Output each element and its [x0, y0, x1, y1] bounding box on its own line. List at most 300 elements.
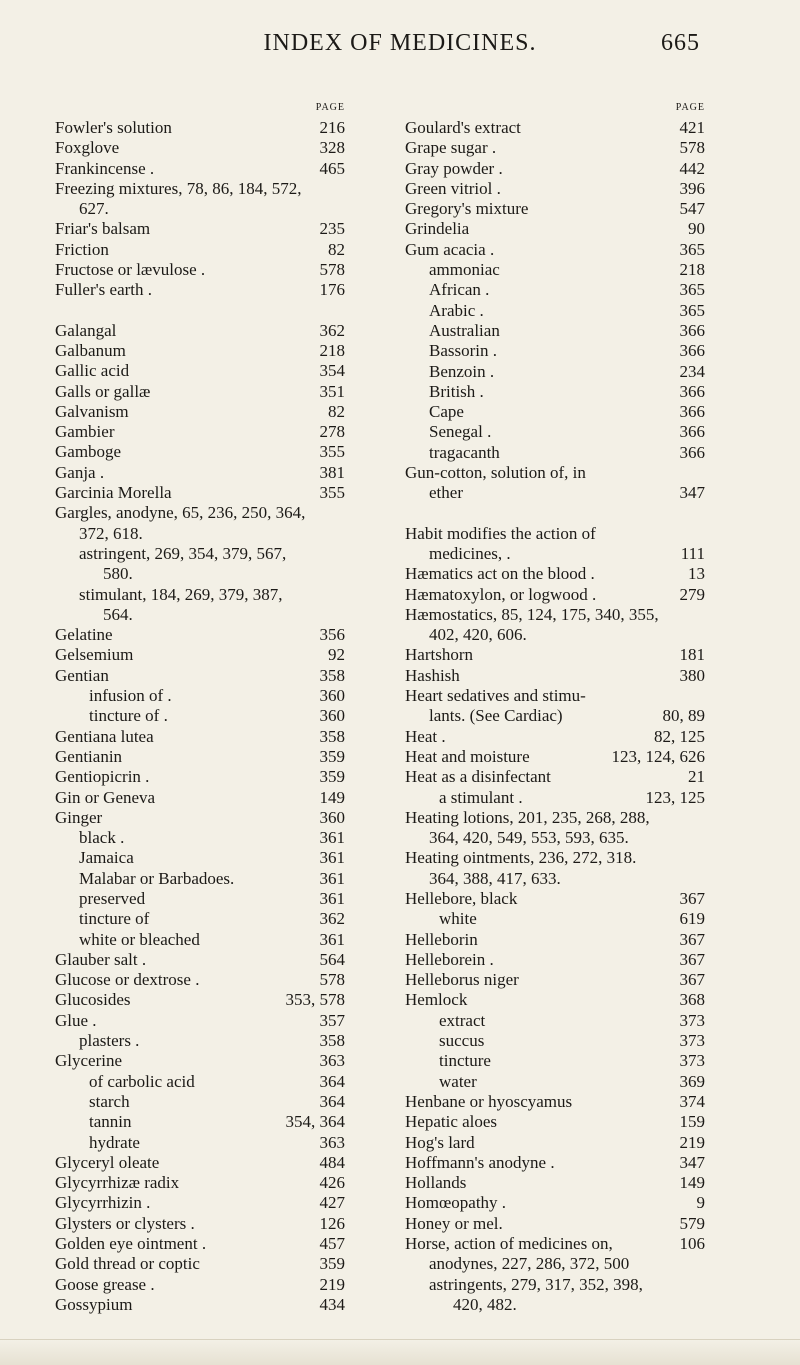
entry-term: hydrate [89, 1132, 140, 1152]
index-entry [405, 544, 705, 564]
entry-pages: 434 [319, 1294, 345, 1314]
entry-term: Gentiana lutea [55, 726, 154, 746]
entry-pages: 366 [679, 320, 705, 340]
entry-term: Galvanism [55, 401, 129, 421]
index-entry [55, 1133, 345, 1153]
entry-pages: 353, 578 [285, 990, 345, 1010]
index-entry [55, 442, 345, 462]
index-entry [405, 645, 705, 665]
entry-pages: 358 [319, 726, 345, 746]
entry-pages: 421 [679, 118, 705, 137]
index-entry [405, 1193, 705, 1213]
entry-term: Heating lotions, 201, 235, 268, 288, [405, 807, 650, 827]
page-title: INDEX OF MEDICINES. [263, 30, 537, 56]
entry-pages: 373 [679, 1010, 705, 1030]
entry-pages: 159 [679, 1112, 705, 1132]
index-entry [405, 1153, 705, 1173]
entry-term: Glue . [55, 1010, 97, 1030]
entry-continuation: 627. [79, 199, 109, 219]
index-entry [55, 483, 345, 503]
entry-term: astringents, 279, 317, 352, 398, [429, 1274, 643, 1294]
section-gap [405, 504, 705, 524]
entry-term: Gargles, anodyne, 65, 236, 250, 364, [55, 503, 306, 523]
index-entry [405, 930, 705, 950]
entry-term: plasters . [79, 1031, 140, 1051]
entry-pages: 219 [679, 1132, 705, 1152]
entry-pages: 149 [319, 787, 345, 807]
entry-pages: 354 [319, 361, 345, 381]
index-entry [405, 686, 705, 706]
entry-term: Gum acacia . [405, 239, 495, 259]
entry-pages: 374 [679, 1091, 705, 1111]
entry-pages: 367 [679, 888, 705, 908]
index-entry [405, 524, 705, 544]
index-entry [405, 301, 705, 321]
index-entry [55, 382, 345, 402]
entry-term: Gun-cotton, solution of, in [405, 463, 586, 483]
entry-term: a stimulant . [439, 787, 523, 807]
index-entry [55, 280, 345, 300]
entry-term: white or bleached [79, 929, 200, 949]
entry-term: Hartshorn [405, 645, 473, 665]
index-entry [55, 1092, 345, 1112]
entry-continuation: 402, 420, 606. [429, 625, 527, 645]
entry-pages: 234 [679, 361, 705, 381]
entry-pages: 356 [319, 625, 345, 645]
entry-pages: 80, 89 [662, 706, 705, 726]
entry-pages: 123, 124, 626 [611, 746, 705, 766]
index-entry [55, 159, 345, 179]
entry-term: Foxglove [55, 138, 120, 158]
index-entry [55, 625, 345, 645]
entry-pages: 359 [319, 746, 345, 766]
entry-pages: 367 [679, 949, 705, 969]
index-entry [55, 808, 345, 828]
entry-term: Senegal . [429, 422, 492, 442]
entry-term: tincture [439, 1051, 491, 1071]
entry-term: Friar's balsam [55, 219, 151, 239]
index-entry [55, 970, 345, 990]
entry-pages: 355 [319, 483, 345, 503]
entry-pages: 359 [319, 1254, 345, 1274]
index-entry [405, 808, 705, 849]
entry-pages: 360 [319, 807, 345, 827]
entry-term: Hemlock [405, 990, 468, 1010]
entry-term: Cape [429, 402, 464, 422]
entry-term: Gambier [55, 422, 115, 442]
page-number: 665 [661, 30, 700, 56]
index-entry [55, 1234, 345, 1254]
index-entry [405, 706, 705, 726]
index-entry [405, 199, 705, 219]
entry-term: Glauber salt . [55, 949, 147, 969]
entry-pages: 361 [319, 888, 345, 908]
entry-term: Garcinia Morella [55, 483, 172, 503]
entry-pages: 92 [328, 645, 345, 665]
entry-term: Heat as a disinfectant [405, 767, 551, 787]
entry-pages: 347 [679, 483, 705, 503]
index-entry [55, 1031, 345, 1051]
entry-term: Helleborin [405, 929, 478, 949]
index-entry [55, 544, 345, 585]
entry-pages: 396 [679, 178, 705, 198]
index-entry [55, 1072, 345, 1092]
entry-continuation: 364, 388, 417, 633. [429, 868, 561, 888]
entry-term: Hollands [405, 1173, 467, 1193]
entry-pages: 427 [319, 1193, 345, 1213]
entry-term: medicines, . [429, 543, 511, 563]
page-header [0, 30, 800, 80]
entry-pages: 278 [319, 422, 345, 442]
index-entry [55, 1193, 345, 1213]
index-entry [55, 1011, 345, 1031]
entry-pages: 368 [679, 990, 705, 1010]
right-entries [405, 118, 705, 1315]
entry-term: Benzoin . [429, 361, 495, 381]
entry-term: Gentian [55, 665, 109, 685]
entry-term: starch [89, 1091, 130, 1111]
entry-term: Henbane or hyoscyamus [405, 1091, 573, 1111]
entry-pages: 365 [679, 280, 705, 300]
index-entry [405, 1214, 705, 1234]
entry-term: Golden eye ointment . [55, 1234, 207, 1254]
index-entry [55, 503, 345, 544]
entry-pages: 366 [679, 381, 705, 401]
entry-term: Galbanum [55, 340, 126, 360]
index-entry [55, 767, 345, 787]
entry-term: Fructose or lævulose . [55, 260, 206, 280]
entry-term: water [439, 1071, 477, 1091]
entry-term: of carbolic acid [89, 1071, 195, 1091]
entry-term: Gelatine [55, 625, 113, 645]
entry-term: Freezing mixtures, 78, 86, 184, 572, [55, 178, 302, 198]
left-column [55, 98, 345, 1315]
entry-pages: 235 [319, 219, 345, 239]
entry-term: Hog's lard [405, 1132, 475, 1152]
index-entry [55, 788, 345, 808]
entry-pages: 218 [679, 260, 705, 280]
entry-term: Heat . [405, 726, 446, 746]
entry-term: Gold thread or coptic [55, 1254, 200, 1274]
index-entry [405, 422, 705, 442]
index-entry [405, 1173, 705, 1193]
entry-pages: 218 [319, 340, 345, 360]
entry-term: Goulard's extract [405, 118, 521, 137]
entry-term: Glycerine [55, 1051, 123, 1071]
entry-pages: 426 [319, 1173, 345, 1193]
index-entry [55, 1254, 345, 1274]
index-entry [405, 280, 705, 300]
entry-pages: 366 [679, 402, 705, 422]
index-entry [405, 889, 705, 909]
entry-pages: 547 [679, 199, 705, 219]
index-entry [405, 362, 705, 382]
entry-pages: 149 [679, 1173, 705, 1193]
entry-term: African . [429, 280, 490, 300]
index-entry [55, 1295, 345, 1315]
entry-pages: 176 [319, 280, 345, 300]
index-entry [405, 179, 705, 199]
entry-pages: 358 [319, 665, 345, 685]
index-entry [405, 585, 705, 605]
entry-term: Homœopathy . [405, 1193, 507, 1213]
entry-term: Grape sugar . [405, 138, 497, 158]
index-entry [55, 666, 345, 686]
entry-pages: 364 [319, 1071, 345, 1091]
entry-pages: 181 [679, 645, 705, 665]
entry-pages: 381 [319, 462, 345, 482]
entry-pages: 219 [319, 1274, 345, 1294]
index-entry [55, 747, 345, 767]
index-entry [405, 1254, 705, 1274]
index-entry [55, 1112, 345, 1132]
index-entry [405, 1092, 705, 1112]
entry-pages: 578 [319, 970, 345, 990]
entry-term: Heat and moisture [405, 746, 530, 766]
index-entry [55, 848, 345, 868]
entry-term: Glycyrrhizæ radix [55, 1173, 180, 1193]
index-entry [405, 240, 705, 260]
entry-term: extract [439, 1010, 486, 1030]
entry-term: British . [429, 381, 484, 401]
entry-pages: 106 [679, 1234, 705, 1254]
entry-term: Glucosides [55, 990, 131, 1010]
entry-pages: 564 [319, 949, 345, 969]
entry-term: stimulant, 184, 269, 379, 387, [79, 584, 283, 604]
entry-pages: 369 [679, 1071, 705, 1091]
index-entry [405, 483, 705, 503]
entry-term: Gallic acid [55, 361, 130, 381]
entry-pages: 366 [679, 442, 705, 462]
index-entry [55, 1153, 345, 1173]
index-entry [405, 402, 705, 422]
index-entry [55, 1051, 345, 1071]
entry-pages: 362 [319, 320, 345, 340]
entry-pages: 363 [319, 1051, 345, 1071]
entry-term: Hellebore, black [405, 888, 518, 908]
index-entry [55, 219, 345, 239]
entry-pages: 360 [319, 706, 345, 726]
index-entry [405, 382, 705, 402]
index-entry [405, 666, 705, 686]
entry-term: Arabic . [429, 300, 484, 320]
entry-term: Glyceryl oleate [55, 1152, 160, 1172]
entry-term: Galangal [55, 320, 117, 340]
entry-term: Glysters or clysters . [55, 1213, 195, 1233]
entry-term: Gregory's mixture [405, 199, 529, 219]
index-entry [405, 1234, 705, 1254]
entry-term: Helleborus niger [405, 970, 519, 990]
index-entry [405, 321, 705, 341]
index-entry [55, 889, 345, 909]
entry-pages: 361 [319, 929, 345, 949]
index-entry [405, 118, 705, 138]
left-entries [55, 118, 345, 1315]
index-entry [405, 564, 705, 584]
index-entry [405, 1031, 705, 1051]
index-entry [55, 686, 345, 706]
entry-pages: 9 [696, 1193, 705, 1213]
entry-pages: 347 [679, 1152, 705, 1172]
entry-pages: 82, 125 [654, 726, 705, 746]
entry-pages: 360 [319, 686, 345, 706]
entry-pages: 351 [319, 381, 345, 401]
index-entry [405, 767, 705, 787]
entry-pages: 82 [328, 401, 345, 421]
entry-term: Friction [55, 239, 109, 259]
entry-term: tannin [89, 1112, 132, 1132]
entry-continuation: 580. [103, 564, 133, 584]
index-entry [405, 1133, 705, 1153]
entry-continuation: 564. [103, 604, 133, 624]
right-column [405, 98, 705, 1315]
index-entry [55, 463, 345, 483]
entry-term: Gentianin [55, 746, 123, 766]
entry-pages: 21 [688, 767, 705, 787]
index-entry [55, 950, 345, 970]
entry-continuation: 364, 420, 549, 553, 593, 635. [429, 828, 629, 848]
entry-term: tincture of [79, 909, 150, 929]
entry-term: Helleborein . [405, 949, 494, 969]
entry-pages: 13 [688, 564, 705, 584]
entry-pages: 465 [319, 158, 345, 178]
entry-pages: 619 [679, 909, 705, 929]
index-entry [55, 118, 345, 138]
index-entry [55, 727, 345, 747]
index-entry [405, 990, 705, 1010]
entry-term: succus [439, 1031, 485, 1051]
index-entry [55, 930, 345, 950]
entry-pages: 442 [679, 158, 705, 178]
entry-pages: 357 [319, 1010, 345, 1030]
entry-term: Glycyrrhizin . [55, 1193, 151, 1213]
page-edge [0, 1339, 800, 1365]
index-entry [405, 219, 705, 239]
entry-pages: 364 [319, 1091, 345, 1111]
entry-term: ammoniac [429, 260, 500, 280]
index-entry [405, 463, 705, 483]
index-entry [55, 828, 345, 848]
index-entry [55, 869, 345, 889]
index-entry [55, 422, 345, 442]
entry-term: astringent, 269, 354, 379, 567, [79, 543, 287, 563]
entry-pages: 578 [679, 138, 705, 158]
entry-pages: 578 [319, 260, 345, 280]
entry-term: Heart sedatives and stimu- [405, 686, 586, 706]
entry-continuation: 420, 482. [453, 1294, 517, 1314]
index-entry [55, 585, 345, 626]
entry-term: lants. (See Cardiac) [429, 706, 563, 726]
index-entry [55, 909, 345, 929]
entry-pages: 579 [679, 1213, 705, 1233]
entry-pages: 363 [319, 1132, 345, 1152]
entry-term: Hæmatoxylon, or logwood . [405, 584, 597, 604]
entry-pages: 484 [319, 1152, 345, 1172]
entry-term: Green vitriol . [405, 178, 501, 198]
entry-pages: 328 [319, 138, 345, 158]
entry-term: Hæmatics act on the blood . [405, 564, 595, 584]
entry-term: Gentiopicrin . [55, 767, 150, 787]
index-entry [405, 138, 705, 158]
entry-pages: 365 [679, 300, 705, 320]
index-entry [405, 1051, 705, 1071]
entry-term: Gamboge [55, 442, 122, 462]
index-entry [405, 605, 705, 646]
entry-term: Fowler's solution [55, 118, 172, 137]
index-entry [405, 341, 705, 361]
index-entry [55, 1275, 345, 1295]
entry-term: Jamaica [79, 848, 134, 868]
index-entry [55, 260, 345, 280]
entry-term: Gelsemium [55, 645, 134, 665]
index-entry [55, 402, 345, 422]
index-entry [405, 788, 705, 808]
entry-continuation: 372, 618. [79, 523, 143, 543]
entry-pages: 365 [679, 239, 705, 259]
index-entry [55, 321, 345, 341]
entry-pages: 355 [319, 442, 345, 462]
index-entry [405, 1011, 705, 1031]
entry-term: tragacanth [429, 442, 500, 462]
entry-pages: 380 [679, 665, 705, 685]
entry-pages: 362 [319, 909, 345, 929]
index-entry [405, 159, 705, 179]
entry-pages: 90 [688, 219, 705, 239]
entry-term: Ginger [55, 807, 103, 827]
entry-term: Hæmostatics, 85, 124, 175, 340, 355, [405, 604, 659, 624]
entry-term: Heating ointments, 236, 272, 318. [405, 848, 637, 868]
entry-term: Hashish [405, 665, 460, 685]
page-label: PAGE [315, 102, 345, 113]
entry-term: infusion of . [89, 686, 172, 706]
entry-pages: 457 [319, 1234, 345, 1254]
index-entry [405, 727, 705, 747]
entry-term: Frankincense . [55, 158, 155, 178]
section-gap [55, 301, 345, 321]
entry-pages: 279 [679, 584, 705, 604]
index-entry [405, 443, 705, 463]
entry-term: Ganja . [55, 462, 105, 482]
entry-term: Glucose or dextrose . [55, 970, 200, 990]
entry-term: Honey or mel. [405, 1213, 503, 1233]
index-entry [405, 970, 705, 990]
entry-term: Goose grease . [55, 1274, 155, 1294]
entry-term: Fuller's earth . [55, 280, 153, 300]
entry-pages: 373 [679, 1031, 705, 1051]
entry-term: Gray powder . [405, 158, 503, 178]
entry-term: ether [429, 483, 463, 503]
entry-term: Hepatic aloes [405, 1112, 498, 1132]
index-entry [55, 645, 345, 665]
index-entry [55, 361, 345, 381]
index-entry [405, 260, 705, 280]
entry-pages: 126 [319, 1213, 345, 1233]
entry-term: Gossypium [55, 1294, 133, 1314]
entry-pages: 354, 364 [285, 1112, 345, 1132]
entry-pages: 366 [679, 422, 705, 442]
page-label: PAGE [675, 102, 705, 113]
index-entry [405, 1072, 705, 1092]
entry-pages: 366 [679, 341, 705, 361]
entry-term: Bassorin . [429, 341, 497, 361]
entry-pages: 361 [319, 828, 345, 848]
entry-term: Australian [429, 320, 500, 340]
entry-term: Hoffmann's anodyne . [405, 1152, 555, 1172]
index-entry [405, 848, 705, 889]
entry-term: Habit modifies the action of [405, 523, 596, 543]
index-entry [55, 341, 345, 361]
entry-term: black . [79, 828, 125, 848]
